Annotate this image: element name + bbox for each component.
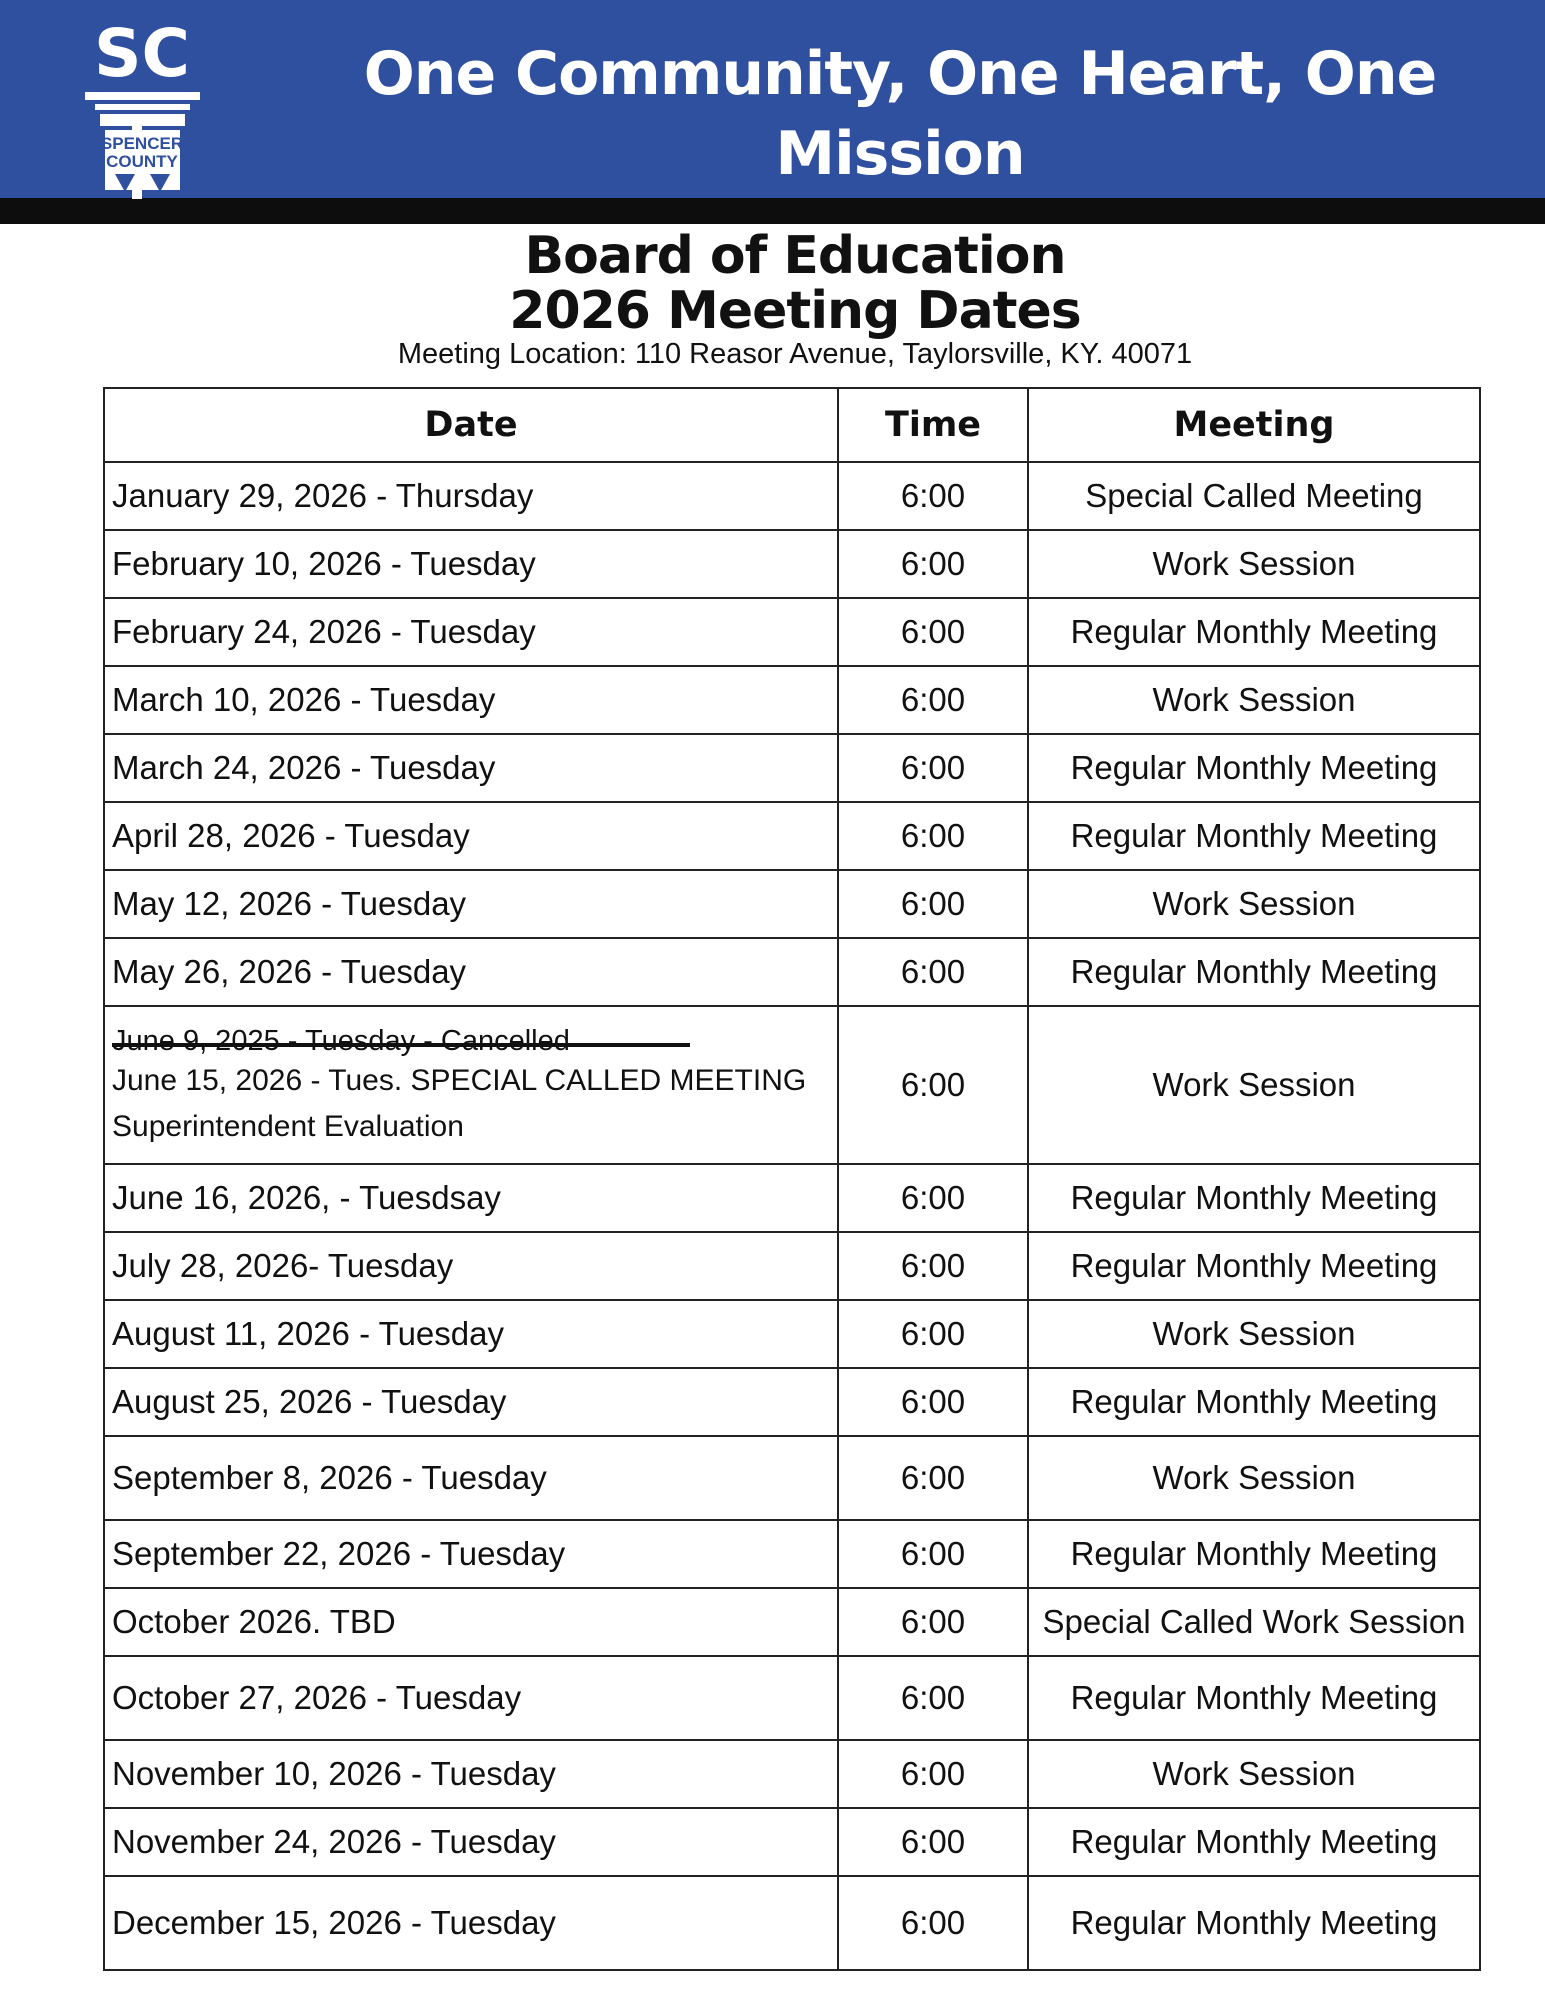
- time-cell: 6:00: [838, 1300, 1028, 1368]
- date-cell: August 25, 2026 - Tuesday: [104, 1368, 838, 1436]
- table-row: [104, 1436, 1480, 1520]
- page-subtitle: 2026 Meeting Dates: [509, 281, 1081, 341]
- table-row: [104, 1232, 1480, 1300]
- time-cell: 6:00: [838, 1232, 1028, 1300]
- slogan: One Community, One Heart, One Mission: [363, 39, 1437, 189]
- meeting-cell: Regular Monthly Meeting: [1028, 1808, 1480, 1876]
- meeting-cell: Special Called Meeting: [1028, 462, 1480, 530]
- cancelled-date: June 9, 2025 - Tuesday - Cancelled: [112, 1025, 570, 1057]
- date-cell: August 11, 2026 - Tuesday: [104, 1300, 838, 1368]
- meeting-cell: Work Session: [1028, 666, 1480, 734]
- meeting-cell: Work Session: [1028, 870, 1480, 938]
- table-header-row: [104, 388, 1480, 462]
- time-cell: 6:00: [838, 1588, 1028, 1656]
- rescheduled-date: June 15, 2026 - Tues. SPECIAL CALLED MEETING: [112, 1064, 807, 1097]
- date-cell: June 16, 2026, - Tuesdsay: [104, 1164, 838, 1232]
- date-cell: October 2026. TBD: [104, 1588, 838, 1656]
- time-cell: 6:00: [838, 462, 1028, 530]
- meeting-cell: Regular Monthly Meeting: [1028, 734, 1480, 802]
- date-cell: March 24, 2026 - Tuesday: [104, 734, 838, 802]
- meeting-location: Meeting Location: 110 Reasor Avenue, Taylorsville, KY. 40071: [397, 338, 1193, 370]
- table-row: [104, 462, 1480, 530]
- table-row: [104, 870, 1480, 938]
- date-cell: April 28, 2026 - Tuesday: [104, 802, 838, 870]
- date-cell: July 28, 2026- Tuesday: [104, 1232, 838, 1300]
- table-row: [104, 1588, 1480, 1656]
- meeting-cell: Work Session: [1028, 1006, 1480, 1164]
- header-date: Date: [104, 388, 838, 462]
- meeting-cell: Regular Monthly Meeting: [1028, 1368, 1480, 1436]
- table-row: [104, 1808, 1480, 1876]
- logo-initials: SC: [94, 15, 190, 92]
- table-row: [104, 1300, 1480, 1368]
- table-row: [104, 666, 1480, 734]
- time-cell: 6:00: [838, 734, 1028, 802]
- time-cell: 6:00: [838, 1876, 1028, 1970]
- meeting-cell: Work Session: [1028, 1436, 1480, 1520]
- meeting-cell: Regular Monthly Meeting: [1028, 802, 1480, 870]
- date-cell: September 22, 2026 - Tuesday: [104, 1520, 838, 1588]
- meeting-cell: Regular Monthly Meeting: [1028, 1876, 1480, 1970]
- meeting-cell: Regular Monthly Meeting: [1028, 1520, 1480, 1588]
- time-cell: 6:00: [838, 1436, 1028, 1520]
- time-cell: 6:00: [838, 938, 1028, 1006]
- meeting-cell: Work Session: [1028, 1740, 1480, 1808]
- date-cell: May 26, 2026 - Tuesday: [104, 938, 838, 1006]
- time-cell: 6:00: [838, 1520, 1028, 1588]
- time-cell: 6:00: [838, 530, 1028, 598]
- school-logo: [80, 14, 205, 199]
- table-row: [104, 530, 1480, 598]
- date-cell: December 15, 2026 - Tuesday: [104, 1876, 838, 1970]
- time-cell: 6:00: [838, 870, 1028, 938]
- meeting-cell: Work Session: [1028, 1300, 1480, 1368]
- meeting-cell: Regular Monthly Meeting: [1028, 938, 1480, 1006]
- table-row: [104, 938, 1480, 1006]
- table-row: [104, 1740, 1480, 1808]
- date-cell: October 27, 2026 - Tuesday: [104, 1656, 838, 1740]
- date-cell: November 24, 2026 - Tuesday: [104, 1808, 838, 1876]
- table-row: [104, 1368, 1480, 1436]
- table-row: [104, 1876, 1480, 1970]
- table-row: [104, 802, 1480, 870]
- time-cell: 6:00: [838, 666, 1028, 734]
- date-cell: January 29, 2026 - Thursday: [104, 462, 838, 530]
- meeting-schedule-table: [103, 387, 1481, 1971]
- meeting-cell: Regular Monthly Meeting: [1028, 598, 1480, 666]
- date-cell: September 8, 2026 - Tuesday: [104, 1436, 838, 1520]
- table-row: [104, 1520, 1480, 1588]
- table-row: [104, 734, 1480, 802]
- time-cell: 6:00: [838, 1006, 1028, 1164]
- table-row: [104, 1656, 1480, 1740]
- date-note: Superintendent Evaluation: [112, 1110, 464, 1143]
- time-cell: 6:00: [838, 802, 1028, 870]
- time-cell: 6:00: [838, 1740, 1028, 1808]
- table-row: [104, 1164, 1480, 1232]
- header-meeting: Meeting: [1028, 388, 1480, 462]
- page-title: Board of Education: [524, 226, 1066, 286]
- meeting-cell: Regular Monthly Meeting: [1028, 1656, 1480, 1740]
- header-divider: [0, 198, 1545, 224]
- time-cell: 6:00: [838, 598, 1028, 666]
- time-cell: 6:00: [838, 1368, 1028, 1436]
- time-cell: 6:00: [838, 1808, 1028, 1876]
- header-time: Time: [838, 388, 1028, 462]
- meeting-cell: Special Called Work Session: [1028, 1588, 1480, 1656]
- table-row: [104, 598, 1480, 666]
- time-cell: 6:00: [838, 1164, 1028, 1232]
- date-cell: February 10, 2026 - Tuesday: [104, 530, 838, 598]
- meeting-cell: Work Session: [1028, 530, 1480, 598]
- date-cell: May 12, 2026 - Tuesday: [104, 870, 838, 938]
- date-cell: February 24, 2026 - Tuesday: [104, 598, 838, 666]
- date-cell-multiline: [104, 1006, 838, 1164]
- table-row: [104, 1006, 1480, 1164]
- meeting-cell: Regular Monthly Meeting: [1028, 1164, 1480, 1232]
- date-cell: March 10, 2026 - Tuesday: [104, 666, 838, 734]
- logo-text-line2: COUNTY: [106, 152, 178, 171]
- meeting-cell: Regular Monthly Meeting: [1028, 1232, 1480, 1300]
- time-cell: 6:00: [838, 1656, 1028, 1740]
- logo-text-line1: SPENCER: [100, 134, 184, 153]
- date-cell: November 10, 2026 - Tuesday: [104, 1740, 838, 1808]
